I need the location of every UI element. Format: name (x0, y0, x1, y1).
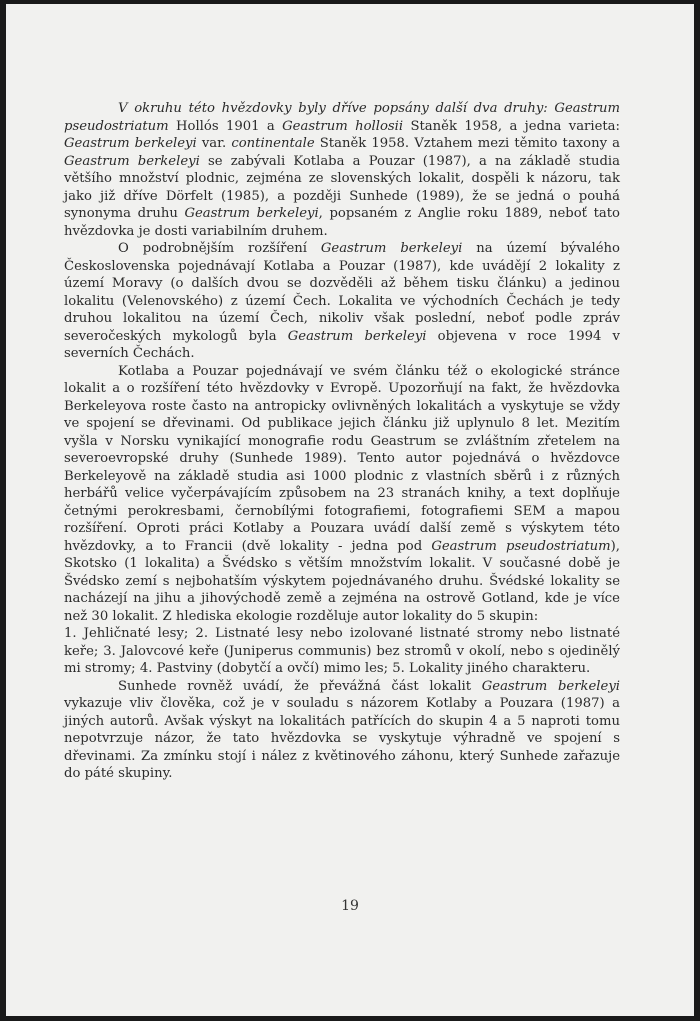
paragraph-2 (64, 240, 620, 363)
italic-text-run: Geastrum berkeleyi (287, 328, 427, 344)
text-run: var. (196, 136, 232, 151)
italic-text-run: Geastrum berkeleyi (64, 153, 200, 169)
paragraph-5 (64, 678, 620, 783)
italic-text-run: Geastrum pseudostriatum (431, 538, 611, 554)
text-run: O podrobnějším rozšíření (118, 241, 321, 256)
text-run: se zabývali Kotlaba a Pouzar (1987), a na základě studia většího množství plodnic, zejména ze slovenských lokalit, dospěli k názoru, tak jako již dříve Dörfelt (1985), a později Sunhede (1989), že se jedná o pouhá synonyma druhu (64, 153, 620, 221)
text-run: Sunhede rovněž uvádí, že převážná část lokalit (118, 678, 482, 694)
text-run: vykazuje vliv člověka, což je v souladu s názorem Kotlaby a Pouzara (1987) a jiných autorů. Avšak výskyt na lokalitách patřících do skupin 4 a 5 naproti tomu nepotvrzuje názor, že tato hvězdovka se vyskytuje výhradně ve spojení s dřevinami. Za zmínku stojí i nález z květinového záhonu, který Sunhede zařazuje do páté skupiny. (64, 696, 620, 781)
text-run: Hollós 1901 a (168, 118, 283, 134)
italic-text-run: Geastrum berkeleyi (64, 136, 197, 151)
italic-text-run: Geastrum berkeleyi (481, 678, 620, 694)
italic-text-run: Geastrum hollosii (282, 118, 404, 134)
text-run: 1. Jehličnaté lesy; 2. Listnaté lesy nebo izolované listnaté stromy nebo listnaté keře; 3. Jalovcové keře (Juniperus communis) bez stromů v okolí, nebo s ojedinělý mi stromy; 4. Pastviny (dobytčí a ovčí) mimo les; 5. Lokality jiného charakteru. (64, 626, 620, 676)
text-run: ), Skotsko (1 lokalita) a Švédsko s větším množstvím lokalit. V současné době je Švédsko zemí s nejbohatším výskytem pojednávaného druhu. Švédské lokality se nacházejí na jihu a jihovýchodě země a zejména na ostrově Gotland, kde je více než 30 lokalit. Z hlediska ekologie rozděluje autor lokality do 5 skupin: (64, 538, 620, 624)
paragraph-1 (64, 100, 620, 240)
text-run: Staněk 1958. Vztahem mezi těmito taxony a (314, 136, 620, 151)
document-page (6, 4, 694, 1016)
page-number: 19 (341, 898, 359, 914)
text-run: Staněk 1958, a jedna varieta: (403, 118, 620, 134)
paragraph-list (64, 625, 620, 678)
italic-text-run: Geastrum berkeleyi (184, 206, 319, 221)
text-run: na území bývalého Československa pojednávají Kotlaba a Pouzar (1987), kde uvádějí 2 lokality z území Moravy (o dalších dvou se dozvěděli až během tisku článku) a jedinou lokalitu (Velenovského) z území Čech. Lokalita ve východních Čechách je tedy druhou lokalitou na území Čech, nikoliv však poslední, neboť podle zpráv severočeských mykologů byla (64, 241, 620, 344)
italic-text-run: V okruhu této hvězdovky byly dříve popsány další dva druhy: Geastrum pseudostriatum (64, 101, 620, 134)
italic-text-run: continentale (231, 136, 315, 151)
italic-text-run: Geastrum berkeleyi (320, 241, 463, 256)
text-run: objevena v roce 1994 v severních Čechách. (64, 328, 620, 361)
text-run: Kotlaba a Pouzar pojednávají ve svém článku též o ekologické stránce lokalit a o rozšíření této hvězdovky v Evropě. Upozorňují na fakt, že hvězdovka Berkeleyova roste často na antropicky ovlivněných lokalitách a vyskytuje se vždy ve spojení se dřevinami. Od publikace jejich článku již uplynulo 8 let. Mezitím vyšla v Norsku vynikající monografie rodu Geastrum se zvláštním zřetelem na severoevropské druhy (Sunhede 1989). Tento autor pojednává o hvězdovce Berkeleyově na základě studia asi 1000 plodnic z vlastních sběrů i z různých herbářů velice vyčerpávajícím způsobem na 23 stranách knihy, a text doplňuje četnými perokresbami, černobílými fotografiemi, fotografiemi SEM a mapou rozšíření. Oproti práci Kotlaby a Pouzara uvádí další země s výskytem této hvězdovky, a to Francii (dvě lokality - jedna pod (64, 363, 620, 554)
body-text (64, 100, 620, 783)
text-run: , popsaném z Anglie roku 1889, neboť tato hvězdovka je dosti variabilním druhem. (64, 206, 620, 239)
paragraph-3 (64, 363, 620, 626)
